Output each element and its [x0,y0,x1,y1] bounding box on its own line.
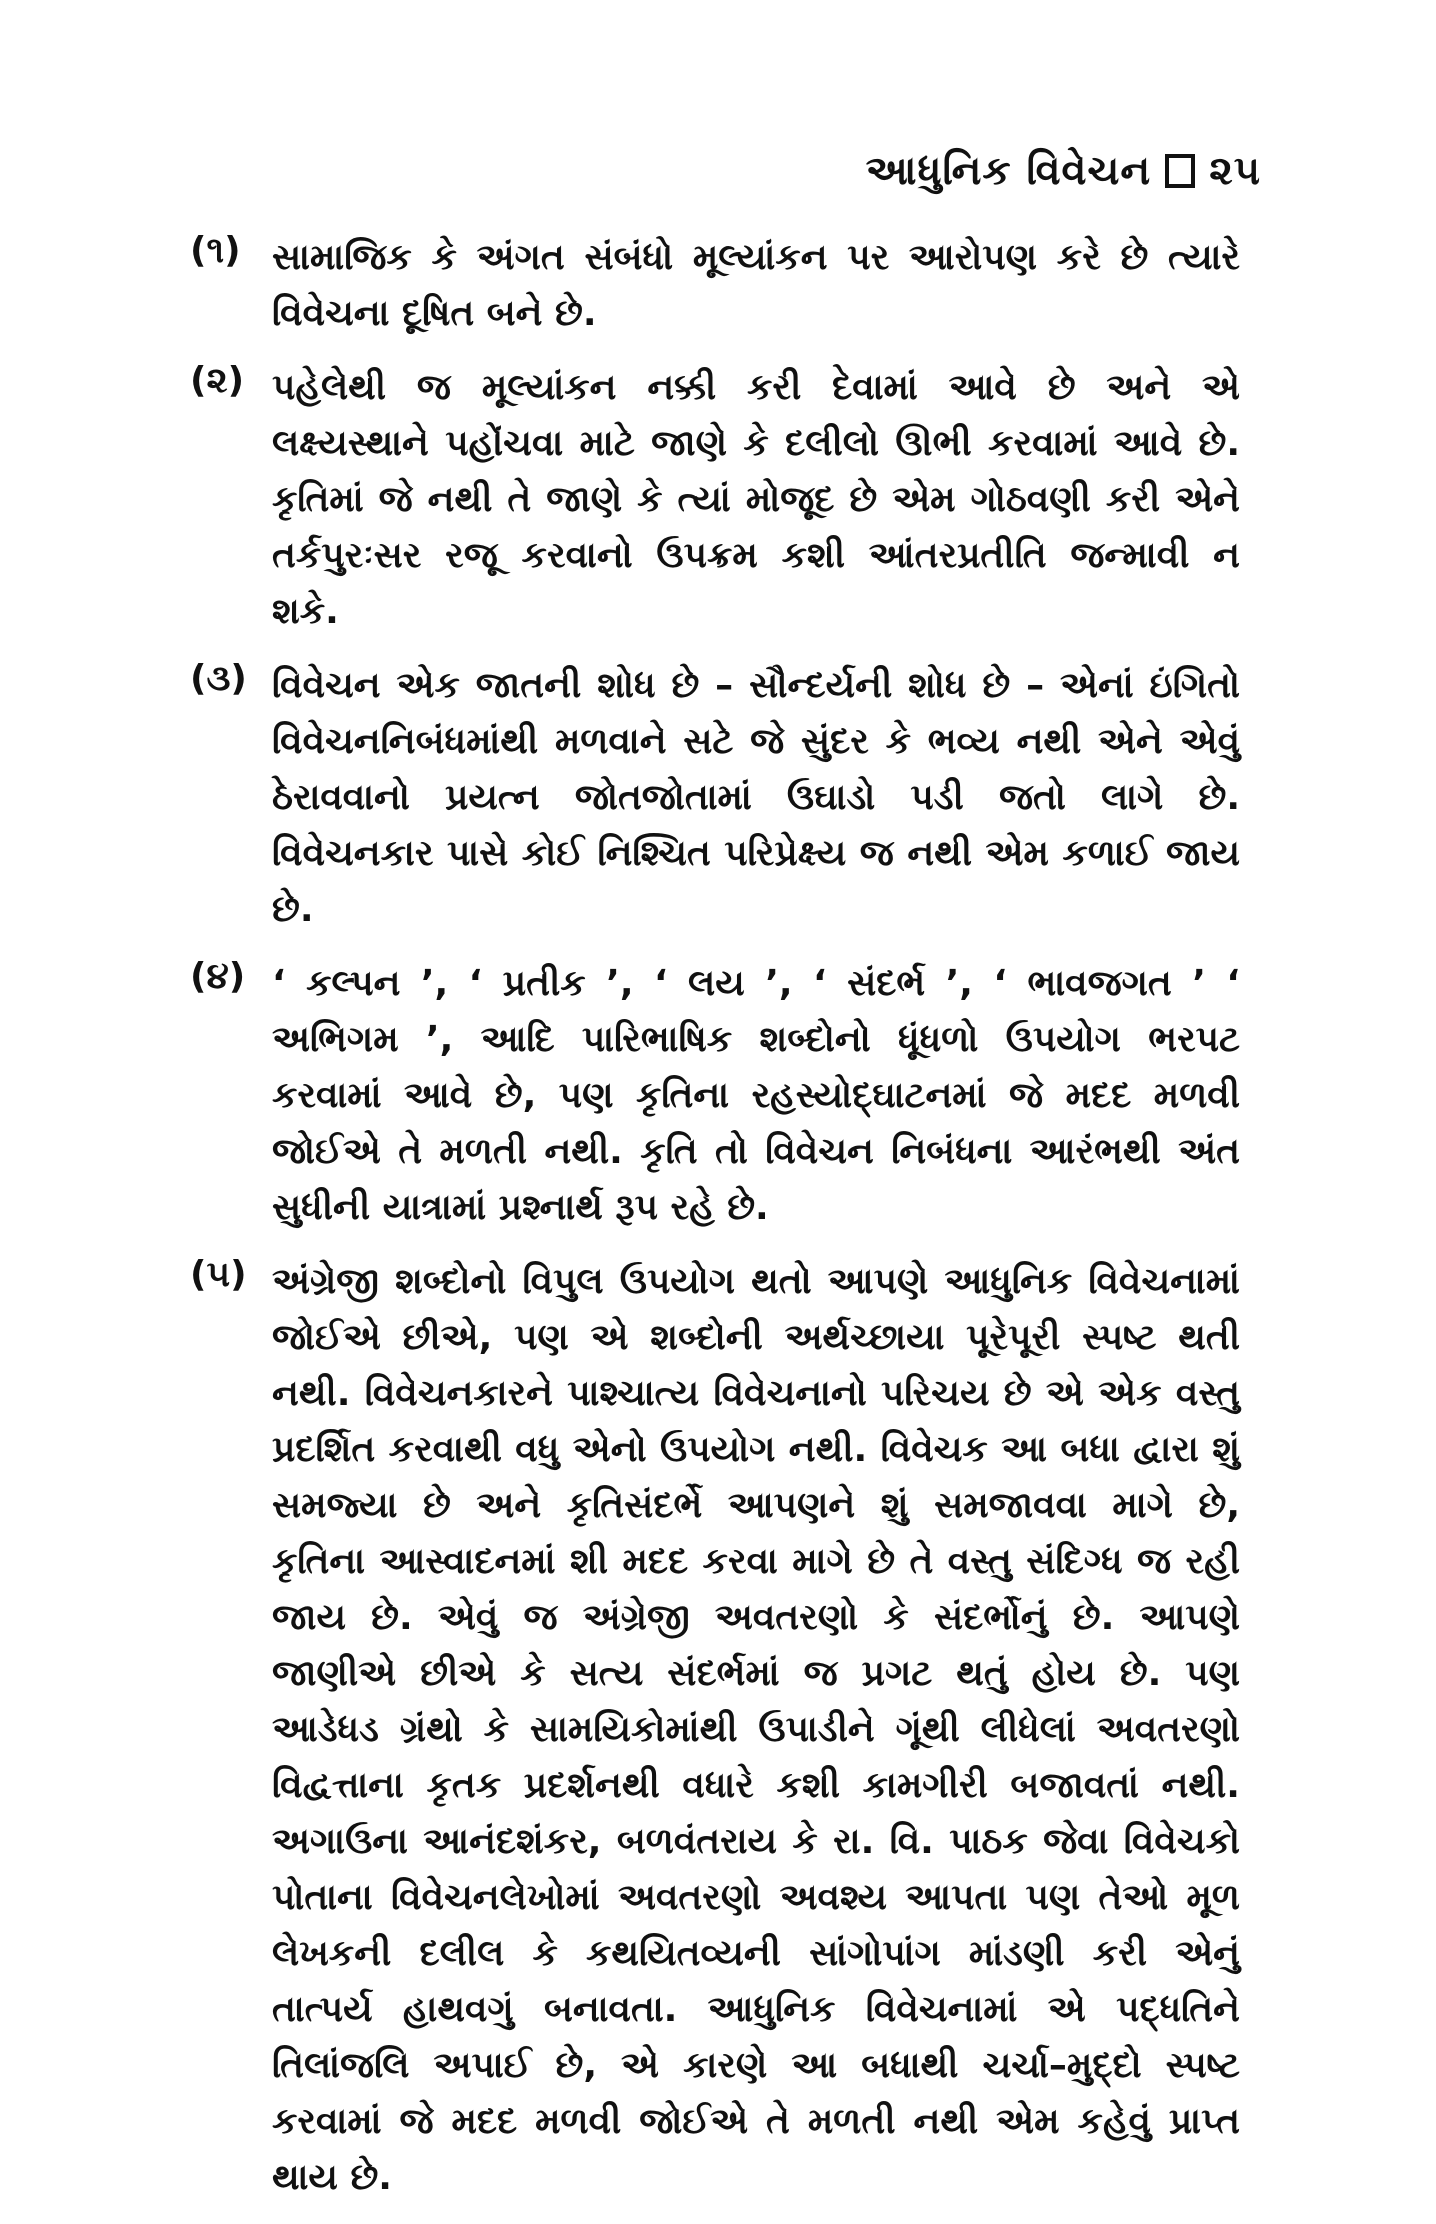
list-item [190,360,1240,640]
body-text [190,230,1240,2224]
item-text: પહેલેથી જ મૂલ્યાંકન નક્કી કરી દેવામાં આવે છે અને એ લક્ષ્યસ્થાને પહોંચવા માટે જાણે કે દલીલો ઊભી કરવામાં આવે છે. કૃતિમાં જે નથી તે જાણે કે ત્યાં મોજૂદ છે એમ ગોઠવણી કરી એને તર્કપુરઃસર રજૂ કરવાનો ઉપક્રમ કશી આંતરપ્રતીતિ જન્માવી ન શકે. [272,367,1240,632]
square-icon [1165,154,1195,188]
item-text: વિવેચન એક જાતની શોધ છે – સૌન્દર્યની શોધ છે – એનાં ઇંગિતો વિવેચનનિબંધમાંથી મળવાને સટે જે સુંદર કે ભવ્ય નથી એને એવું ઠેરાવવાનો પ્રયત્ન જોતજોતામાં ઉઘાડો પડી જતો લાગે છે. વિવેચનકાર પાસે કોઈ નિશ્ચિત પરિપ્રેક્ષ્ય જ નથી એમ કળાઈ જાય છે. [272,665,1240,930]
running-title: આધુનિક વિવેચન [865,148,1152,194]
item-text: અંગ્રેજી શબ્દોનો વિપુલ ઉપયોગ થતો આપણે આધુનિક વિવેચનામાં જોઈએ છીએ, પણ એ શબ્દોની અર્થચ્છાયા પૂરેપૂરી સ્પષ્ટ થતી નથી. વિવેચનકારને પાશ્ચાત્ય વિવેચનાનો પરિચય છે એ એક વસ્તુ પ્રદર્શિત કરવાથી વધુ એનો ઉપયોગ નથી. વિવેચક આ બધા દ્વારા શું સમજ્યા છે અને કૃતિસંદર્ભે આપણને શું સમજાવવા માગે છે, કૃતિના આસ્વાદનમાં શી મદદ કરવા માગે છે તે વસ્તુ સંદિગ્ધ જ રહી જાય છે. એવું જ અંગ્રેજી અવતરણો કે સંદર્ભોનું છે. આપણે જાણીએ છીએ કે સત્ય સંદર્ભમાં જ પ્રગટ થતું હોય છે. પણ આડેધડ ગ્રંથો કે સામયિકોમાંથી ઉપાડીને ગૂંથી લીધેલાં અવતરણો વિદ્વત્તાના કૃતક પ્રદર્શનથી વધારે કશી કામગીરી બજાવતાં નથી. અગાઉના આનંદશંકર, બળવંતરાય કે રા. વિ. પાઠક જેવા વિવેચકો પોતાના વિવેચનલેખોમાં અવતરણો અવશ્ય આપતા પણ તેઓ મૂળ લેખકની દલીલ કે કથયિતવ્યની સાંગોપાંગ માંડણી કરી એનું તાત્પર્ય હાથવગું બનાવતા. આધુનિક વિવેચનામાં એ પદ્ધતિને તિલાંજલિ અપાઈ છે, એ કારણે આ બધાથી ચર્ચા–મુદ્દો સ્પષ્ટ કરવામાં જે મદદ મળવી જોઈએ તે મળતી નથી એમ કહેવું પ્રાપ્ત થાય છે. [272,1261,1240,2198]
item-number: (૨) [190,360,245,401]
page-number: ૨૫ [1209,148,1261,194]
item-text: સામાજિક કે અંગત સંબંધો મૂલ્યાંકન પર આરોપણ કરે છે ત્યારે વિવેચના દૂષિત બને છે. [272,237,1240,334]
item-text: ‘ કલ્પન ’, ‘ પ્રતીક ’, ‘ લય ’, ‘ સંદર્ભ ’, ‘ ભાવજગત ’ ‘ અભિગમ ’, આદિ પારિભાષિક શબ્દોનો ધૂંધળો ઉપયોગ ભરપટ કરવામાં આવે છે, પણ કૃતિના રહસ્યોદ્ઘાટનમાં જે મદદ મળવી જોઈએ તે મળતી નથી. કૃતિ તો વિવેચન નિબંધના આરંભથી અંત સુધીની યાત્રામાં પ્રશ્નાર્થ રૂપ રહે છે. [272,963,1240,1228]
list-item [190,1254,1240,2206]
item-number: (૫) [190,1254,247,1295]
list-item [190,658,1240,938]
list-item [190,956,1240,1236]
list-item [190,230,1240,342]
item-number: (૪) [190,956,246,997]
running-header [866,148,1261,194]
item-number: (૩) [190,658,247,699]
item-number: (૧) [190,230,241,271]
